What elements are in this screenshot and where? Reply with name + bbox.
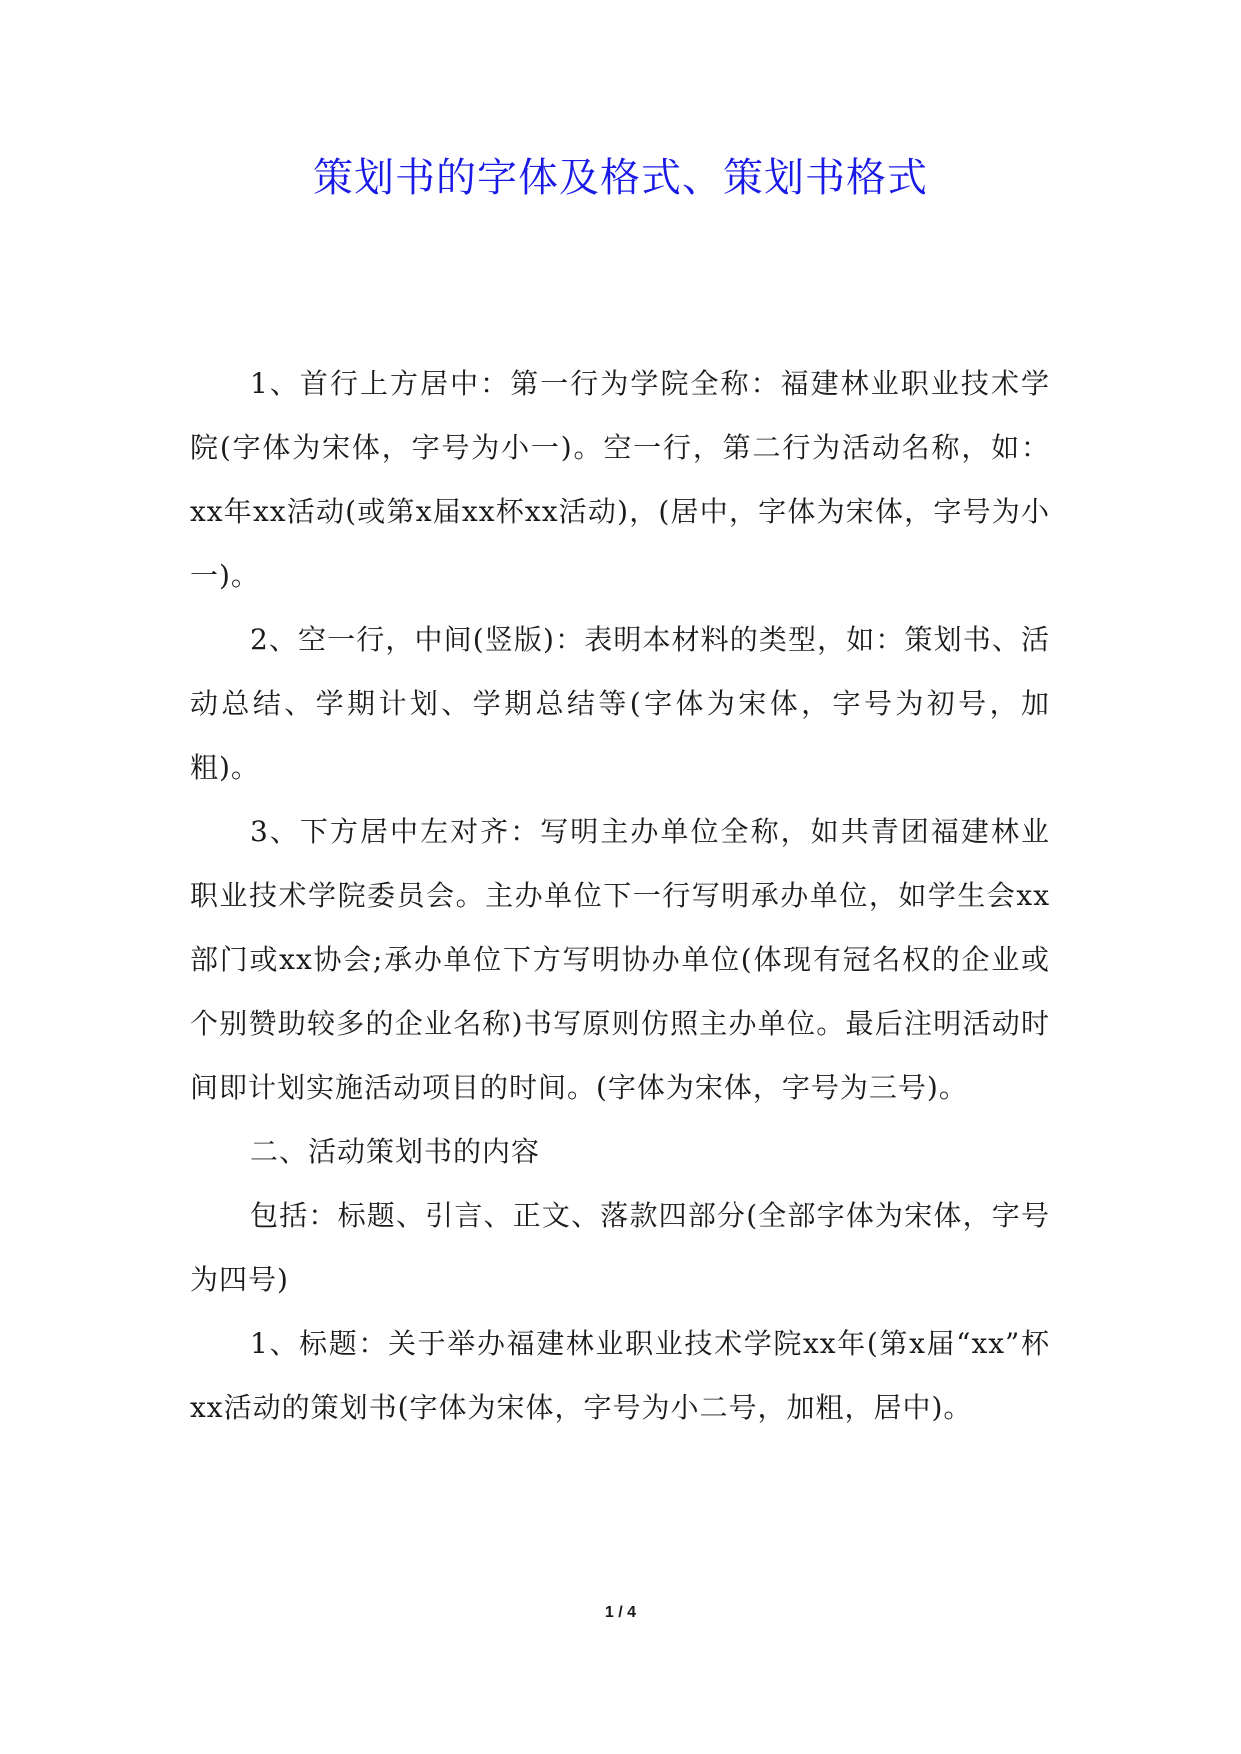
paragraph-4: 包括：标题、引言、正文、落款四部分(全部字体为宋体，字号为四号) bbox=[190, 1199, 1050, 1296]
paragraph-2: 2、空一行，中间(竖版)：表明本材料的类型，如：策划书、活动总结、学期计划、学期总结等(字体为宋体，字号为初号，加粗)。 bbox=[190, 623, 1050, 784]
paragraph-1: 1、首行上方居中：第一行为学院全称：福建林业职业技术学院(字体为宋体，字号为小一)。空一行，第二行为活动名称，如：xx年xx活动(或第x届xx杯xx活动)，(居中，字体为宋体，字号为小一)。 bbox=[190, 367, 1050, 592]
section-heading: 二、活动策划书的内容 bbox=[250, 1135, 541, 1168]
page-number: 1 / 4 bbox=[604, 1604, 637, 1621]
paragraph-3: 3、下方居中左对齐：写明主办单位全称，如共青团福建林业职业技术学院委员会。主办单位下一行写明承办单位，如学生会xx部门或xx协会;承办单位下方写明协办单位(体现有冠名权的企业或个别赞助较多的企业名称)书写原则仿照主办单位。最后注明活动时间即计划实施活动项目的时间。(字体为宋体，字号为三号)。 bbox=[190, 815, 1050, 1104]
document-title: 策划书的字体及格式、策划书格式 bbox=[313, 155, 928, 201]
document-body bbox=[190, 352, 1050, 1440]
paragraph-5: 1、标题：关于举办福建林业职业技术学院xx年(第x届“xx”杯xx活动的策划书(字体为宋体，字号为小二号，加粗，居中)。 bbox=[190, 1327, 1050, 1424]
